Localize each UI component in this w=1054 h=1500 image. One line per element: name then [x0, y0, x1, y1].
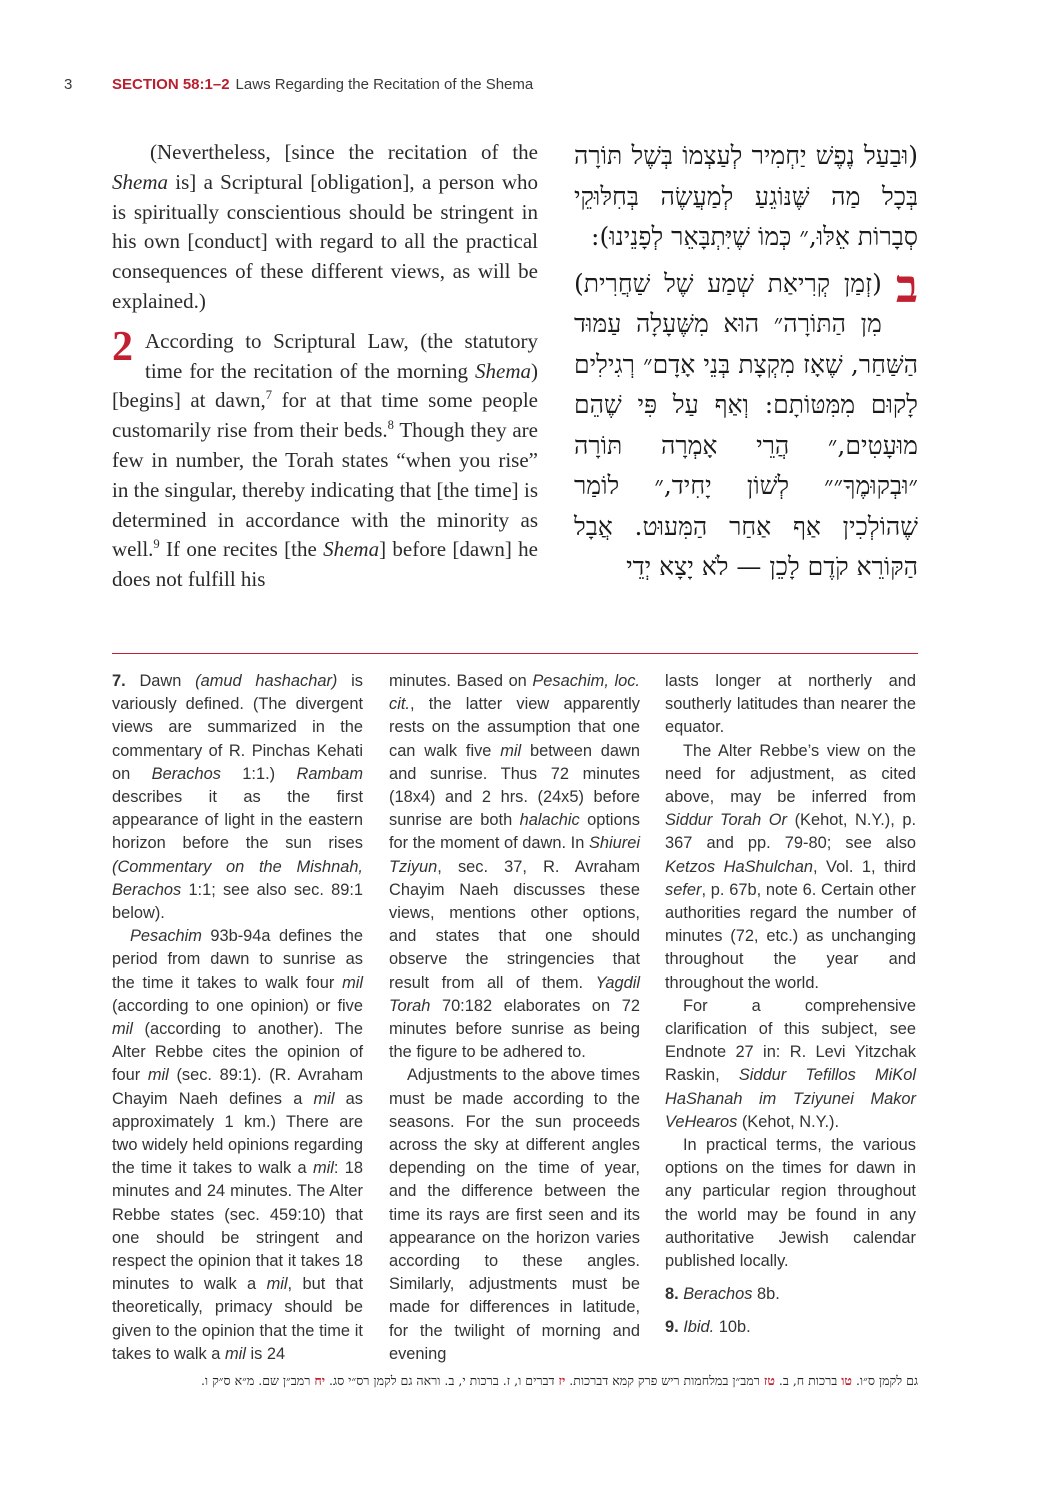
text-run: יז [558, 1373, 566, 1388]
text-run: mil [313, 1089, 335, 1108]
text-run: : 18 minutes and 24 minutes. The Alter Rebbe states (sec. 459:10) that one should be stringent and respect the opinion that it takes 18 minutes to walk a [112, 1159, 363, 1294]
hebrew-paragraph-2-block [574, 258, 918, 588]
text-run: 9 [153, 537, 160, 552]
english-paragraph-2 [112, 323, 538, 595]
text-run: Berachos [151, 764, 221, 783]
footnote-9 [665, 1316, 916, 1339]
text-run: 93b-94a defines the period from dawn to sunrise as the time it takes to walk four [112, 927, 363, 992]
text-run: Shema [323, 537, 380, 562]
text-run: ברכות ח, ב. [774, 1373, 842, 1388]
footnote-paragraph [389, 1064, 640, 1366]
footnote-column-3 [665, 670, 916, 1340]
text-run: mil [112, 1020, 133, 1039]
hebrew-source-references [112, 1372, 918, 1390]
footnote-divider [112, 653, 918, 654]
text-run: גם לקמן ס״ו. [851, 1373, 918, 1388]
text-run: 1:1; see also sec. 89:1 below). [112, 880, 363, 923]
text-run: Shiurei Tziyun [389, 834, 640, 876]
text-run: , p. 67b, note 6. Certain other authorities regard the number of minutes (72, etc.) as unchanging throughout the year and throughout the world. [665, 880, 916, 992]
text-run: 7 [265, 388, 273, 403]
text-run: Adjustments to the above times must be made according to the seasons. For the sun proceeds across the sky at different angles depending on the time of year, and the difference between the time its rays are first seen and its appearance on the horizon varies according to these angles. Similarly, adjustments must be made for differences in latitude, for the twilight of morning and evening [389, 1066, 640, 1363]
footnote-column-2 [389, 670, 640, 1366]
text-run: 8. [665, 1285, 679, 1304]
text-run: mil [224, 1344, 246, 1363]
text-run: mil [500, 741, 522, 760]
text-run: 70:182 elaborates on 72 minutes before sunrise as being the figure to be adhered to. [389, 996, 640, 1062]
english-paragraph-2-block [112, 323, 538, 595]
footnote-7-continued [665, 670, 916, 1273]
footnote-paragraph [665, 670, 916, 740]
text-run: mil [266, 1275, 288, 1294]
text-run: Rambam [296, 764, 363, 783]
text-run: 10b. [714, 1318, 751, 1337]
text-run: Ibid. [683, 1318, 715, 1337]
text-run: דברים ו, ז. ברכות י, ב. וראה גם לקמן רס״י סג. [325, 1373, 559, 1388]
text-run: טז [763, 1373, 775, 1388]
text-run: Though they are few in number, the Torah states “when you rise” in the singular, thereby indicating that [the time] is determined in accordance with the minority as well. [112, 418, 538, 562]
text-run: 9. [665, 1318, 679, 1337]
text-run: (according to another). The Alter Rebbe cites the opinion of four [112, 1020, 363, 1085]
text-run: (Kehot, N.Y.). [737, 1112, 840, 1131]
page-number: 3 [64, 76, 73, 93]
footnote-paragraph [665, 995, 916, 1134]
text-run: (Commentary on the Mishnah, Berachos [112, 857, 363, 899]
footnote-paragraph [665, 740, 916, 995]
text-run: , the latter view apparently rests on the assumption that one can walk five [389, 695, 640, 760]
text-run: for at that time some people customarily rise from their beds. [112, 388, 538, 443]
footnote-paragraph [389, 670, 640, 1064]
text-run: (sec. 89:1). (R. Avraham Chayim Naeh defines a [112, 1066, 363, 1108]
text-run: between dawn and sunrise. Thus 72 minutes (18x4) and 2 hrs. (24x5) before sunrise are both [389, 741, 640, 830]
text-run: The Alter Rebbe’s view on the need for adjustment, as cited above, may be inferred from [665, 741, 916, 807]
text-run: טו [841, 1373, 852, 1388]
text-run: as approximately 1 km.) There are two widely held opinions regarding the time it takes to walk a [112, 1089, 363, 1178]
section-label: SECTION 58:1–2 [112, 76, 230, 93]
text-run: (according to one opinion) or five [112, 996, 363, 1015]
text-run: In practical terms, the various options on the times for dawn in any particular region throughout the world may be found in any authoritative Jewish calendar published locally. [665, 1136, 916, 1271]
text-run: is] a Scriptural [obligation], a person who is spiritually conscientious should be stringent in his own [conduct] with regard to all the practical consequences of these different views, as will be explained.) [112, 169, 538, 313]
footnote-paragraph [665, 1134, 916, 1273]
text-run: Berachos [683, 1285, 753, 1304]
text-run: 7. [112, 672, 126, 690]
text-run: רמב״ן במלחמות ריש פרק קמא דברכות. [565, 1373, 764, 1388]
text-run: 1:1.) [220, 764, 297, 783]
section-title: Laws Regarding the Recitation of the Shema [235, 76, 534, 93]
text-run: Shema [475, 358, 531, 383]
text-run: minutes. Based on [389, 672, 533, 690]
hebrew-text [574, 136, 918, 588]
text-run: According to Scriptural Law, (the statutory time for the recitation of the morning [145, 328, 538, 383]
text-run: lasts longer at northerly and southerly latitudes than nearer the equator. [665, 672, 916, 737]
text-run: Siddur Tefillos MiKol HaShanah im Tziyunei Makor VeHearos [665, 1066, 916, 1131]
text-run: (amud hashachar) [195, 672, 338, 690]
text-run: describes it as the first appearance of light in the eastern horizon before the sun rises [112, 788, 363, 853]
text-run: For a comprehensive clarification of this subject, see Endnote 27 in: R. Levi Yitzchak Raskin, [665, 996, 916, 1085]
footnote-column-1 [112, 670, 363, 1366]
footnote-8 [665, 1283, 916, 1306]
footnote-paragraph [112, 925, 363, 1366]
text-run: Pesachim [130, 927, 202, 946]
text-run: רמב״ן שם. מ״א ס״ק ו. [200, 1373, 315, 1388]
text-run: ) [begins] at dawn, [112, 358, 538, 413]
footnote-paragraph [112, 670, 363, 925]
text-run: , Vol. 1, third [812, 857, 917, 876]
text-run: 8 [387, 418, 394, 433]
text-run: , sec. 37, R. Avraham Chayim Naeh discusses these views, mentions other options, and states that one should observe the stringencies that result from all of them. [389, 857, 640, 992]
hebrew-paragraph-1: (וּבַעַל נֶפֶשׁ יַחְמִיר לְעַצְמוֹ בְּשֶׁל תּוֹרָה בְּכָל מַה שֶּׁנּוֹגֵעַ לְמַעֲשֶׂה בְּחִלּוּקֵי סְבָרוֹת אֵלּוּ,״ כְּמוֹ שֶׁיִּתְבָּאֵר לְפָנֵינוּ): [574, 141, 918, 251]
text-run: , but that theoretically, primacy should be given to the opinion that the time it takes to walk a [112, 1275, 363, 1363]
text-run: (Nevertheless, [since the recitation of the [150, 140, 538, 164]
text-run: sefer [665, 880, 702, 899]
running-header [64, 76, 533, 98]
text-run: mil [312, 1159, 334, 1178]
text-run: If one recites [the [159, 537, 324, 562]
text-run: Pesachim, loc. cit. [389, 672, 640, 714]
paragraph-number: 2 [112, 323, 133, 370]
text-run: Dawn [125, 672, 196, 690]
text-run: options for the moment of dawn. In [389, 811, 640, 853]
text-run: mil [147, 1066, 169, 1085]
paragraph-letter: ב [895, 258, 918, 313]
text-run: halachic [519, 811, 580, 830]
text-run: (Kehot, N.Y.), p. 367 and pp. 79-80; see also [665, 811, 917, 853]
text-run: ] before [dawn] he does not fulfill his [112, 537, 538, 592]
text-run: mil [342, 973, 363, 992]
text-run: Siddur Torah Or [665, 811, 788, 830]
text-run: is 24 [245, 1344, 286, 1363]
text-run: יח [314, 1373, 326, 1388]
text-run: 8b. [752, 1285, 780, 1304]
text-run: Yagdil Torah [389, 973, 640, 1015]
english-paragraph-1 [112, 138, 538, 317]
english-translation [112, 138, 538, 595]
text-run: is variously defined. (The divergent views are summarized in the commentary of R. Pinchas Kehati on [112, 672, 364, 783]
hebrew-paragraph-2: (זְמַן קְרִיאַת שְׁמַע שֶׁל שַׁחֲרִית) מִן הַתּוֹרָה״ הוּא מִשֶּׁעָלָה עַמּוּד הַשַּׁחַר, שֶׁאָז מִקְצָת בְּנֵי אָדָם״ רְגִילִים לָקוּם מִמִּטּוֹתָם: וְאַף עַל פִּי שֶׁהֵם מוּעָטִים,״ הֲרֵי אָמְרָה תּוֹרָה ״וּבְקוּמֶךָ״״ לְשׁוֹן יָחִיד,״ לוֹמַר שֶׁהוֹלְכִין אַף אַחַר הַמִּעוּט. אֲבָל הַקּוֹרֵא קֹדֶם לָכֵן — לֹא יָצָא יְדֵי [574, 268, 918, 581]
text-run: Shema [112, 169, 168, 194]
text-run: Ketzos HaShulchan [665, 857, 813, 876]
